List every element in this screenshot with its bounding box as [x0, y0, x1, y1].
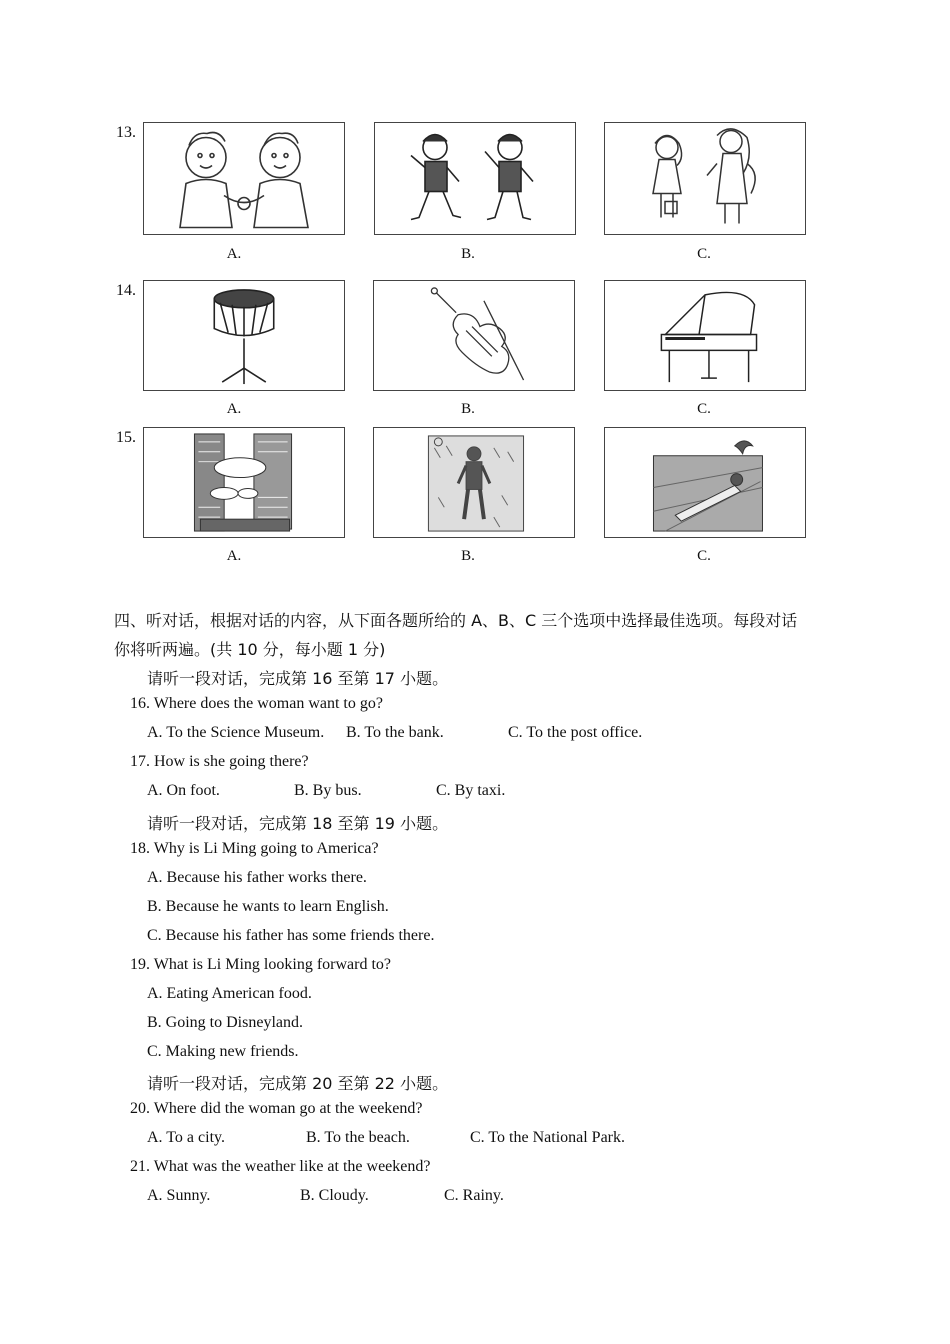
question-17: 17. How is she going there?	[130, 753, 309, 770]
question-number-15: 15.	[116, 429, 136, 446]
question-17-option-b[interactable]: B. By bus.	[294, 782, 362, 799]
picture-15-c[interactable]	[604, 427, 806, 538]
piano-icon	[605, 281, 805, 390]
question-20: 20. Where did the woman go at the weekend?	[130, 1100, 423, 1117]
beach-sunbathing-icon	[605, 428, 805, 537]
picture-14-c[interactable]	[604, 280, 806, 391]
option-letter-14-b: B.	[461, 401, 475, 417]
question-18-option-a[interactable]: A. Because his father works there.	[147, 869, 367, 886]
option-letter-15-b: B.	[461, 548, 475, 564]
question-21-option-b[interactable]: B. Cloudy.	[300, 1187, 369, 1204]
question-number-13: 13.	[116, 124, 136, 141]
question-19-option-c[interactable]: C. Making new friends.	[147, 1043, 299, 1060]
option-letter-13-c: C.	[697, 246, 711, 262]
city-snow-icon	[144, 428, 344, 537]
question-16-option-b[interactable]: B. To the bank.	[346, 724, 444, 741]
picture-13-b[interactable]	[374, 122, 576, 235]
violin-icon	[374, 281, 574, 390]
question-20-option-a[interactable]: A. To a city.	[147, 1129, 225, 1146]
question-19-option-b[interactable]: B. Going to Disneyland.	[147, 1014, 303, 1031]
option-letter-13-a: A.	[226, 246, 242, 262]
section-heading-line2: 你将听两遍。(共 10 分，每小题 1 分)	[114, 640, 386, 659]
section-heading-line1: 四、听对话，根据对话的内容，从下面各题所给的 A、B、C 三个选项中选择最佳选项。每段对话	[114, 611, 798, 630]
girl-and-woman-icon	[605, 123, 805, 234]
option-letter-14-a: A.	[226, 401, 242, 417]
picture-15-a[interactable]	[143, 427, 345, 538]
question-16-option-c[interactable]: C. To the post office.	[508, 724, 643, 741]
instruction-18-19: 请听一段对话，完成第 18 至第 19 小题。	[147, 814, 449, 833]
option-letter-13-b: B.	[461, 246, 475, 262]
question-16: 16. Where does the woman want to go?	[130, 695, 383, 712]
picture-13-a[interactable]	[143, 122, 345, 235]
question-17-option-c[interactable]: C. By taxi.	[436, 782, 506, 799]
picture-15-b[interactable]	[373, 427, 575, 538]
drum-icon	[144, 281, 344, 390]
question-19: 19. What is Li Ming looking forward to?	[130, 956, 391, 973]
question-19-option-a[interactable]: A. Eating American food.	[147, 985, 312, 1002]
question-21: 21. What was the weather like at the weekend?	[130, 1158, 431, 1175]
option-letter-14-c: C.	[697, 401, 711, 417]
picture-14-b[interactable]	[373, 280, 575, 391]
question-20-option-c[interactable]: C. To the National Park.	[470, 1129, 626, 1146]
question-20-option-b[interactable]: B. To the beach.	[306, 1129, 410, 1146]
question-18-option-b[interactable]: B. Because he wants to learn English.	[147, 898, 389, 915]
picture-14-a[interactable]	[143, 280, 345, 391]
instruction-16-17: 请听一段对话，完成第 16 至第 17 小题。	[147, 669, 449, 688]
question-16-option-a[interactable]: A. To the Science Museum.	[147, 724, 325, 741]
option-letter-15-a: A.	[226, 548, 242, 564]
boy-rain-icon	[374, 428, 574, 537]
question-17-option-a[interactable]: A. On foot.	[147, 782, 220, 799]
question-18-option-c[interactable]: C. Because his father has some friends there.	[147, 927, 435, 944]
question-number-14: 14.	[116, 282, 136, 299]
picture-13-c[interactable]	[604, 122, 806, 235]
option-letter-15-c: C.	[697, 548, 711, 564]
instruction-20-22: 请听一段对话，完成第 20 至第 22 小题。	[147, 1074, 449, 1093]
handshake-boys-icon	[144, 123, 344, 234]
boys-walking-icon	[375, 123, 575, 234]
question-18: 18. Why is Li Ming going to America?	[130, 840, 379, 857]
question-21-option-c[interactable]: C. Rainy.	[444, 1187, 504, 1204]
question-21-option-a[interactable]: A. Sunny.	[147, 1187, 211, 1204]
